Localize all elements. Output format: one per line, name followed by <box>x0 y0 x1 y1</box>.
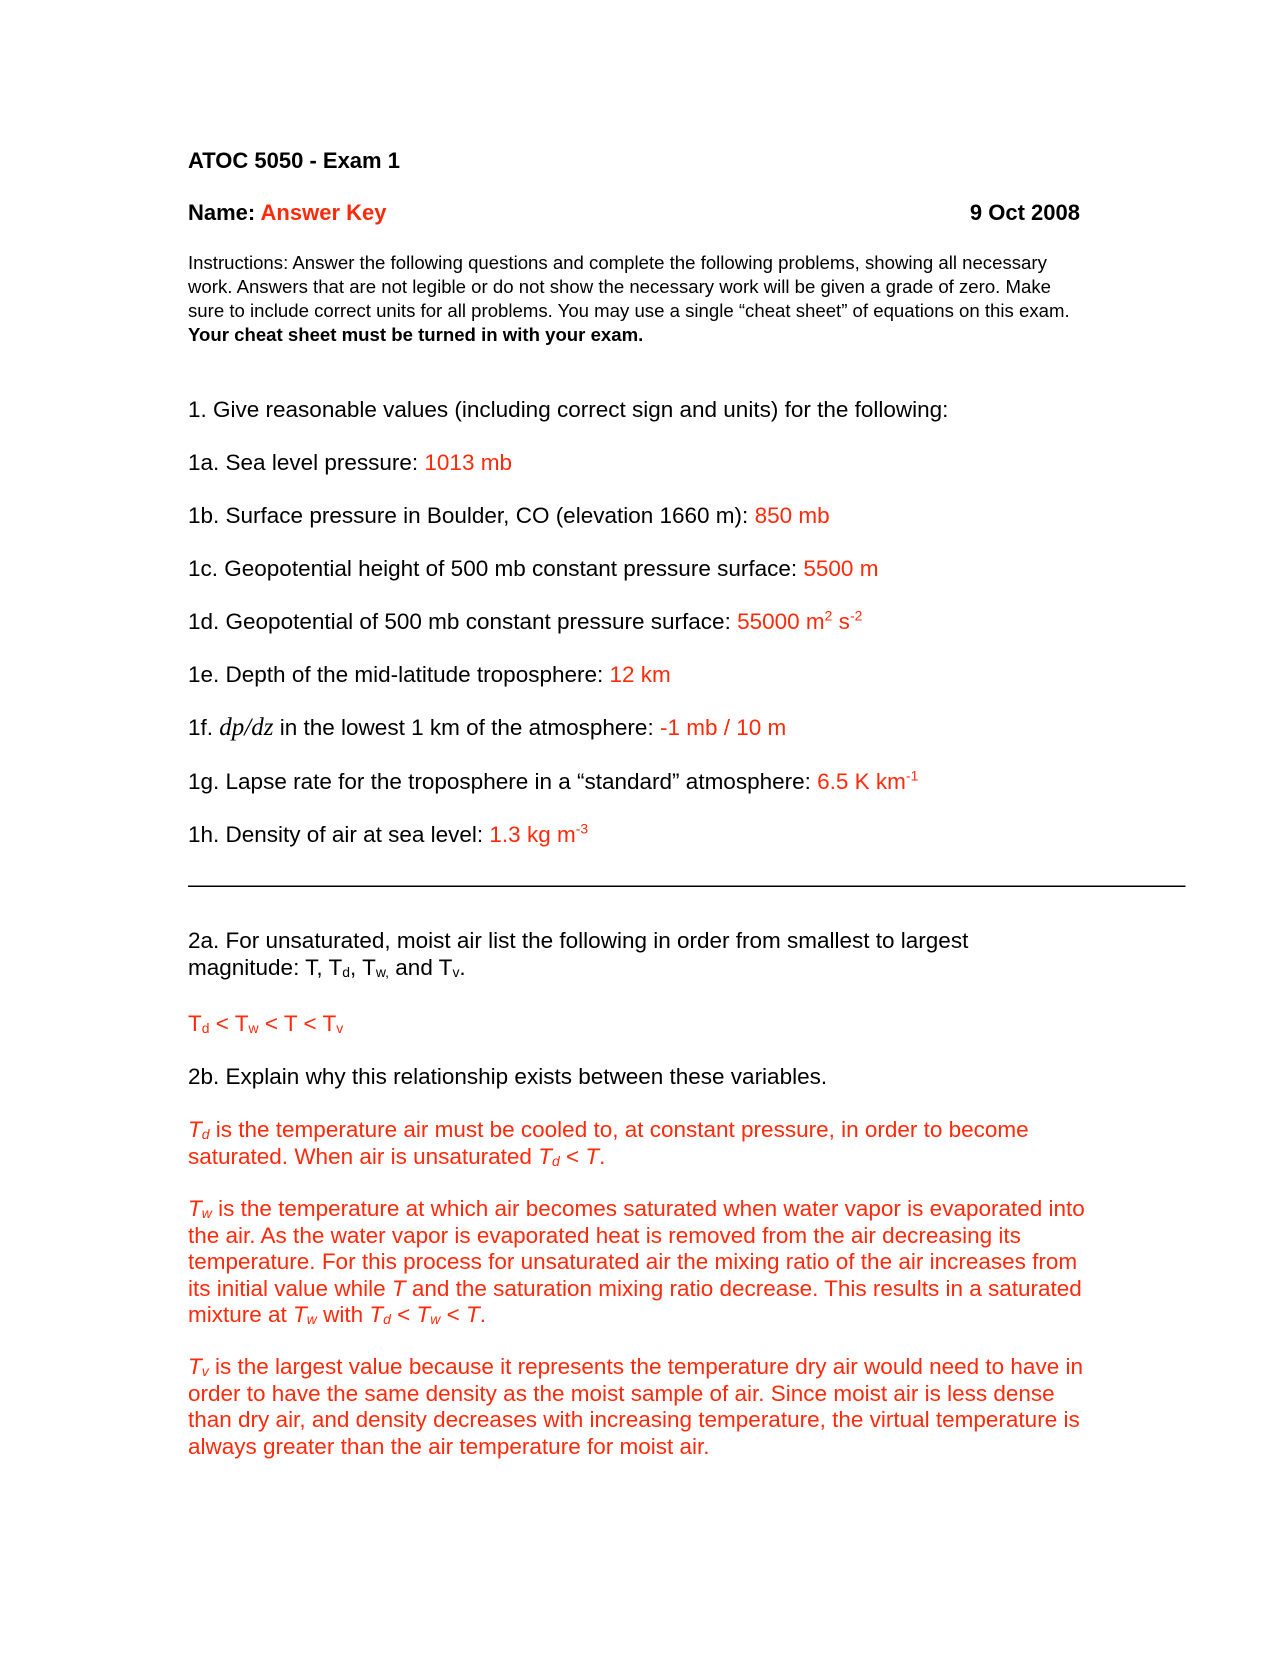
q1d-answer-base: 55000 m <box>737 609 825 634</box>
instructions <box>188 251 1080 347</box>
q1b <box>188 503 830 530</box>
q1b-label: 1b. Surface pressure in Boulder, CO (elevation 1660 m): <box>188 503 749 528</box>
p3-text: is the largest value because it represents the temperature dry air would need to have in order to have the same density as the moist sample of air. Since moist air is less dense than dry air, and density decreases with increasing temperature, the virtual temperature is always greater than the air temperature for moist air. <box>188 1354 1083 1459</box>
p1-sub-d2: d <box>551 1152 560 1169</box>
q1e-answer: 12 km <box>609 662 671 687</box>
p2-sub-w2: w <box>306 1311 317 1328</box>
name-value: Answer Key <box>260 200 387 225</box>
q1d-answer-exp1: 2 <box>824 607 833 624</box>
ans-T2: T <box>234 1011 249 1036</box>
p2-T5: T <box>416 1302 431 1327</box>
q2a-prompt-line1: 2a. For unsaturated, moist air list the following in order from smallest to largest <box>188 928 969 953</box>
q2b-prompt: 2b. Explain why this relationship exists between these variables. <box>188 1064 828 1089</box>
p1-sub-d: d <box>201 1126 210 1143</box>
ans-T4: T <box>322 1011 337 1036</box>
ans-sub-w: w <box>248 1020 259 1037</box>
p2-T: T <box>188 1196 202 1221</box>
p2-T2: T <box>391 1275 406 1301</box>
q1f-answer: -1 mb / 10 m <box>659 715 787 740</box>
p3-sub-v: v <box>201 1363 209 1380</box>
q2a-answer <box>188 1011 343 1038</box>
q2b-paragraph-tv <box>188 1354 1088 1460</box>
q1f <box>188 715 786 742</box>
q1g-answer-base: 6.5 K km <box>817 769 906 794</box>
p1-lt: < <box>559 1143 586 1169</box>
p3-T: T <box>188 1354 202 1379</box>
name-line <box>188 200 387 226</box>
q2b-paragraph-td <box>188 1117 1088 1170</box>
q2a-prompt-line2 <box>188 955 1088 982</box>
p2-text-b: and the saturation mixing ratio decrease. This results in a saturated mixture at <box>188 1275 1082 1327</box>
q1g-answer <box>817 769 918 794</box>
ans-sub-v: v <box>336 1020 344 1037</box>
q1g-answer-exp: -1 <box>905 767 919 784</box>
p2-sub-d: d <box>383 1311 391 1328</box>
q1d-answer-exp2: -2 <box>849 607 863 624</box>
q1c-answer: 5500 m <box>803 556 879 581</box>
q1g <box>188 769 918 796</box>
section-divider: ——————————————————————————————————————————————————— <box>188 872 1183 897</box>
p2-T6: T <box>466 1302 480 1327</box>
q1d-answer <box>737 609 862 634</box>
q1d-label: 1d. Geopotential of 500 mb constant pressure surface: <box>188 609 731 634</box>
q1h-answer <box>489 822 588 847</box>
ans-T3: T <box>283 1011 298 1036</box>
p2-period: . <box>479 1302 487 1327</box>
exam-date: 9 Oct 2008 <box>969 200 1080 225</box>
q1a <box>188 450 512 477</box>
instructions-text: Instructions: Answer the following questions and complete the following problems, showing all necessary work. Answers that are not legible or do not show the necessary work will be given a grade of zero. Make sure to include correct units for all problems. You may use a single “cheat sheet” of equations on this exam. <box>188 252 1070 321</box>
exam-title: ATOC 5050 - Exam 1 <box>188 148 400 173</box>
q2a-sub-v: v <box>452 963 460 980</box>
p1-T3: T <box>585 1143 600 1169</box>
q1h-label: 1h. Density of air at sea level: <box>188 822 484 847</box>
q1d-answer-mid: s <box>832 609 850 634</box>
q1e <box>188 662 671 689</box>
p2-T4: T <box>369 1302 384 1327</box>
p1-text: is the temperature air must be cooled to, at constant pressure, in order to become saturated. When air is unsaturated <box>188 1117 1029 1169</box>
p2-text-a: is the temperature at which air becomes saturated when water vapor is evaporated into the air. As the water vapor is evaporated heat is removed from the air decreasing its temperature. For this process for unsaturated air the mixing ratio of the air increases from its initial value while <box>188 1196 1085 1301</box>
p2-lt2: < <box>440 1302 467 1327</box>
q1-prompt: 1. Give reasonable values (including correct sign and units) for the following: <box>188 397 949 422</box>
q2a-text-b: , T <box>350 954 376 980</box>
p2-text-c: with <box>316 1302 370 1327</box>
ans-sub-d: d <box>201 1020 210 1037</box>
q2a-sub-d: d <box>342 963 351 980</box>
p1-period: . <box>599 1143 606 1169</box>
q1h-answer-exp: -3 <box>575 820 589 837</box>
ans-lt2: < <box>258 1011 284 1036</box>
q2a-text-c: and T <box>389 954 453 980</box>
q1e-label: 1e. Depth of the mid-latitude troposphere: <box>188 662 604 687</box>
q2a-text-a: magnitude: T, T <box>188 954 343 980</box>
q1a-answer: 1013 mb <box>424 450 512 475</box>
q1g-label: 1g. Lapse rate for the troposphere in a “standard” atmosphere: <box>188 769 811 794</box>
p2-lt1: < <box>390 1302 417 1327</box>
q2a-prompt <box>188 928 1088 981</box>
instructions-bold: Your cheat sheet must be turned in with your exam. <box>188 324 644 345</box>
p1-T2: T <box>538 1143 552 1169</box>
q1f-math: dp/dz <box>219 714 274 741</box>
q1c <box>188 556 878 583</box>
q2b-paragraph-tw <box>188 1196 1088 1329</box>
p2-sub-w3: w <box>430 1311 441 1328</box>
p1-T: T <box>188 1117 202 1142</box>
q2a-sub-w: w, <box>375 963 390 980</box>
q2a-text-end: . <box>459 954 466 980</box>
ans-lt1: < <box>209 1011 235 1036</box>
q1h <box>188 822 588 849</box>
q1f-label: in the lowest 1 km of the atmosphere: <box>279 715 654 740</box>
q1b-answer: 850 mb <box>754 503 830 528</box>
p2-sub-w: w <box>201 1205 212 1222</box>
q1c-label: 1c. Geopotential height of 500 mb constant pressure surface: <box>188 556 798 581</box>
q1d <box>188 609 862 636</box>
ans-lt3: < <box>297 1011 323 1036</box>
q1h-answer-base: 1.3 kg m <box>489 822 576 847</box>
name-label: Name: <box>188 200 256 225</box>
q1a-label: 1a. Sea level pressure: <box>188 450 419 475</box>
ans-T1: T <box>188 1011 202 1036</box>
p2-T3: T <box>293 1302 307 1327</box>
q1f-number: 1f. <box>188 715 214 740</box>
